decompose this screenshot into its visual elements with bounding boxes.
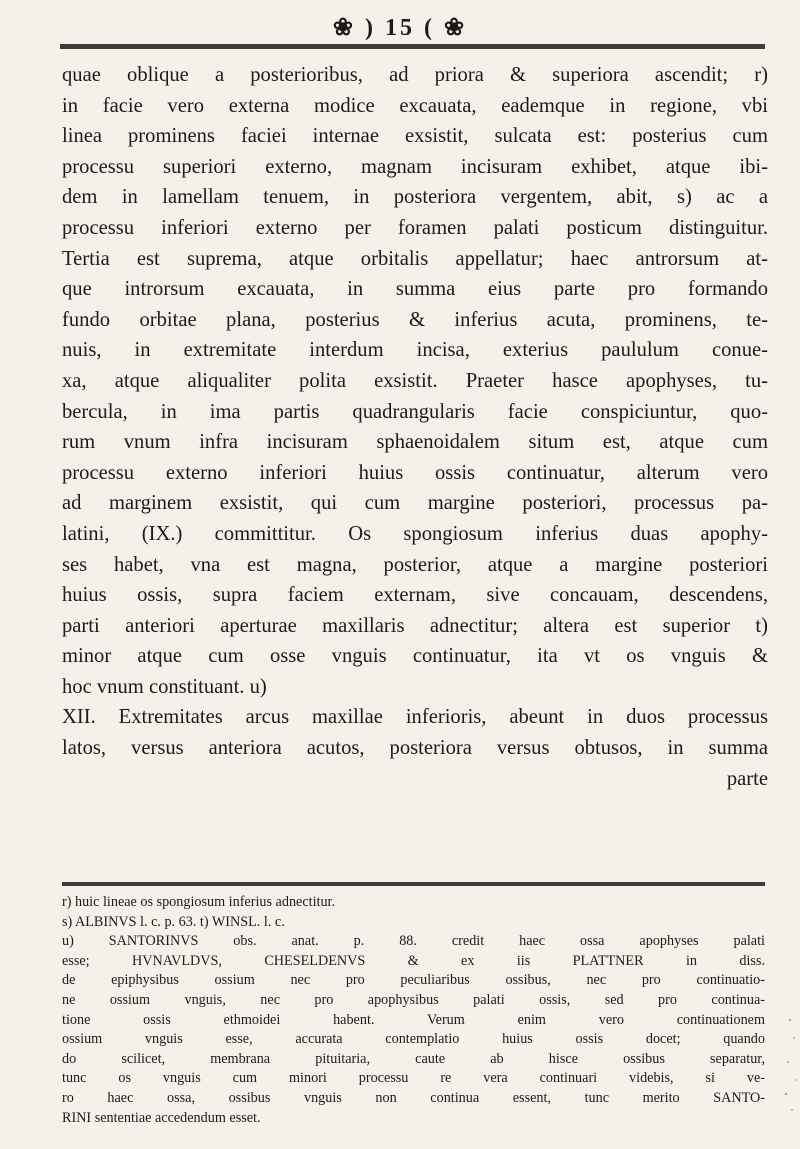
text-line: ad marginem exsistit, qui cum margine posteriori, processus pa- [62, 492, 768, 515]
footnotes [62, 893, 765, 1128]
text-line: bercula, in ima partis quadrangularis facie conspiciuntur, quo- [62, 400, 768, 423]
footnote-line: s) ALBINVS l. c. p. 63. t) WINSL. l. c. [62, 913, 285, 930]
footnote-rule [62, 882, 765, 886]
text-line: ses habet, vna est magna, posterior, atque a margine posteriori [62, 553, 768, 576]
text-line: xa, atque aliqualiter polita exsistit. Praeter hasce apophyses, tu- [62, 369, 768, 392]
text-line: processu externo inferiori huius ossis continuatur, alterum vero [62, 461, 768, 484]
footnote-line: do scilicet, membrana pituitaria, caute ab hisce ossibus separatur, [62, 1050, 765, 1067]
text-line: linea prominens faciei internae exsistit, sulcata est: posterius cum [62, 125, 768, 148]
text-line: minor atque cum osse vnguis continuatur, ita vt os vnguis & [62, 645, 768, 668]
footnote-line: RINI sententiae accedendum esset. [62, 1109, 261, 1126]
text-line: processu superiori externo, magnam incisuram exhibet, atque ibi- [62, 155, 768, 178]
catchword: parte [726, 767, 768, 790]
text-line: in facie vero externa modice excauata, eademque in regione, vbi [62, 94, 768, 117]
footnote-line: esse; HVNAVLDVS, CHESELDENVS & ex iis PLATTNER in diss. [62, 952, 765, 969]
text-line: latini, (IX.) committitur. Os spongiosum inferius duas apophy- [62, 522, 768, 545]
text-line: hoc vnum constituant. u) [62, 675, 267, 698]
text-line: parti anteriori aperturae maxillaris adnectitur; altera est superior t) [62, 614, 768, 637]
footnote-line: tunc os vnguis cum minori processu re vera continuari videbis, si ve- [62, 1070, 765, 1087]
text-line: latos, versus anteriora acutos, posteriora versus obtusos, in summa [62, 737, 768, 760]
text-line: que introrsum excauata, in summa eius parte pro formando [62, 278, 768, 301]
text-line: huius ossis, supra faciem externam, sive concauam, descendens, [62, 584, 768, 607]
main-text [62, 60, 768, 794]
footnote-line: ne ossium vnguis, nec pro apophysibus palati ossis, sed pro continua- [62, 991, 765, 1008]
paper-specks [750, 1010, 800, 1149]
footnote-line: tione ossis ethmoidei habent. Verum enim vero continuationem [62, 1011, 765, 1028]
text-line: dem in lamellam tenuem, in posteriora vergentem, abit, s) ac a [62, 186, 768, 209]
text-line: fundo orbitae plana, posterius & inferius acuta, prominens, te- [62, 308, 768, 331]
header-rule [60, 44, 765, 49]
footnote-line: u) SANTORINVS obs. anat. p. 88. credit haec ossa apophyses palati [62, 933, 765, 950]
footnote-line: ro haec ossa, ossibus vnguis non continua essent, tunc merito SANTO- [62, 1089, 765, 1106]
footnote-line: r) huic lineae os spongiosum inferius adnectitur. [62, 894, 336, 910]
footnote-line: ossium vnguis esse, accurata contemplatio huius ossis docet; quando [62, 1031, 765, 1048]
running-head: ❀ ) 15 ( ❀ [332, 15, 468, 41]
footnote-line: de epiphysibus ossium nec pro peculiaribus ossibus, nec pro continuatio- [62, 972, 765, 989]
text-line: nuis, in extremitate interdum incisa, exterius paululum conue- [62, 339, 768, 362]
text-line: quae oblique a posterioribus, ad priora & superiora ascendit; r) [62, 64, 768, 86]
text-line: rum vnum infra incisuram sphaenoidalem situm est, atque cum [62, 431, 768, 454]
text-line: processu inferiori externo per foramen palati posticum distinguitur. [62, 216, 768, 239]
text-line: XII. Extremitates arcus maxillae inferioris, abeunt in duos processus [62, 706, 768, 729]
text-line: Tertia est suprema, atque orbitalis appellatur; haec antrorsum at- [62, 247, 768, 270]
